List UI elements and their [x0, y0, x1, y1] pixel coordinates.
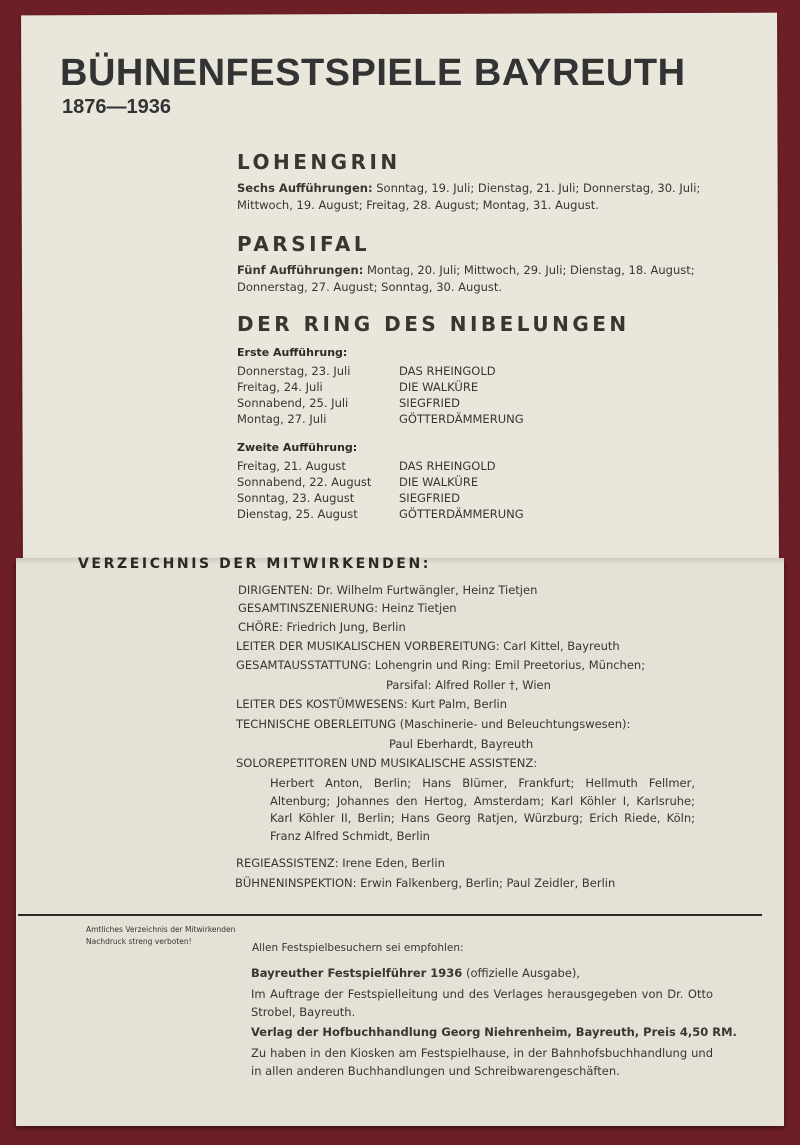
parsifal-line1: Montag, 20. Juli; Mittwoch, 29. Juli; Dienstag, 18. August; [366, 263, 695, 277]
page-title: BÜHNENFESTSPIELE BAYREUTH [60, 52, 686, 94]
footer-availability: Zu haben in den Kiosken am Festspielhause, in der Bahnhofsbuchhandlung und in allen anderen Buchhandlungen und Schreibwarengeschäften. [251, 1046, 713, 1078]
parsifal-label: Fünf Aufführungen: [237, 263, 364, 277]
ring-opera: DAS RHEINGOLD [399, 459, 496, 473]
ring-date: Freitag, 24. Juli [237, 380, 323, 394]
guide-edition: (offizielle Ausgabe), [465, 966, 581, 980]
ring-date: Dienstag, 25. August [237, 507, 358, 521]
table-row [237, 506, 524, 522]
lohengrin-line1: Sonntag, 19. Juli; Dienstag, 21. Juli; Donnerstag, 30. Juli; [376, 181, 701, 195]
ring-first-label: Erste Aufführung: [237, 346, 348, 359]
ring-opera: GÖTTERDÄMMERUNG [399, 412, 524, 426]
mitwirkende-title: VERZEICHNIS DER MITWIRKENDEN: [78, 556, 431, 572]
ring-opera: SIEGFRIED [399, 491, 460, 505]
choere: CHÖRE: Friedrich Jung, Berlin [238, 620, 406, 634]
ring-date: Sonntag, 23. August [237, 491, 355, 505]
ring-opera: DIE WALKÜRE [399, 475, 479, 489]
ausstattung-line2: Parsifal: Alfred Roller †, Wien [386, 678, 551, 692]
technik-name: Paul Eberhardt, Bayreuth [389, 737, 534, 751]
page-years: 1876—1936 [62, 96, 171, 118]
table-row [237, 379, 524, 395]
lohengrin-title: LOHENGRIN [237, 150, 401, 174]
lohengrin-label: Sechs Aufführungen: [237, 181, 373, 195]
table-row [237, 411, 524, 427]
table-row [237, 490, 524, 506]
ring-date: Donnerstag, 23. Juli [237, 364, 351, 378]
ring-date: Montag, 27. Juli [237, 412, 327, 426]
lohengrin-dates-line1 [237, 180, 700, 197]
ring-second-label: Zweite Aufführung: [237, 441, 358, 454]
regieassistenz: REGIEASSISTENZ: Irene Eden, Berlin [236, 856, 445, 870]
ring-first-table [237, 363, 524, 427]
footer-note-1: Amtliches Verzeichnis der Mitwirkenden [86, 925, 236, 934]
ring-opera: DIE WALKÜRE [399, 380, 479, 394]
buehneninspektion: BÜHNENINSPEKTION: Erwin Falkenberg, Berlin; Paul Zeidler, Berlin [235, 876, 616, 890]
solorepetitoren-title: SOLOREPETITOREN UND MUSIKALISCHE ASSISTENZ: [236, 756, 538, 770]
table-row [237, 474, 524, 490]
ausstattung-line1: GESAMTAUSSTATTUNG: Lohengrin und Ring: Emil Preetorius, München; [236, 658, 646, 672]
guide-title: Bayreuther Festspielführer 1936 [251, 966, 463, 980]
table-row [237, 458, 524, 474]
parsifal-title: PARSIFAL [237, 232, 371, 256]
footer-guide [251, 966, 580, 980]
ring-opera: DAS RHEINGOLD [399, 364, 496, 378]
ring-second-table [237, 458, 524, 522]
footer-note-2: Nachdruck streng verboten! [86, 937, 192, 946]
technische-oberleitung: TECHNISCHE OBERLEITUNG (Maschinerie- und Beleuchtungswesen): [236, 717, 631, 731]
footer-publisher: Verlag der Hofbuchhandlung Georg Niehrenheim, Bayreuth, Preis 4,50 RM. [251, 1025, 737, 1039]
kostuemwesen: LEITER DES KOSTÜMWESENS: Kurt Palm, Berlin [236, 697, 508, 711]
ring-date: Sonnabend, 25. Juli [237, 396, 349, 410]
table-row [237, 395, 524, 411]
gesamtinszenierung: GESAMTINSZENIERUNG: Heinz Tietjen [238, 601, 457, 615]
divider [18, 914, 762, 916]
ring-opera: GÖTTERDÄMMERUNG [399, 507, 524, 521]
leiter-musik: LEITER DER MUSIKALISCHEN VORBEREITUNG: Carl Kittel, Bayreuth [236, 639, 620, 653]
table-row [237, 363, 524, 379]
lohengrin-dates-line2: Mittwoch, 19. August; Freitag, 28. August; Montag, 31. August. [237, 198, 599, 212]
ring-date: Freitag, 21. August [237, 459, 346, 473]
footer-editor: Im Auftrage der Festspielleitung und des Verlages herausgegeben von Dr. Otto Strobel, Bayreuth. [251, 987, 713, 1019]
footer-recommend: Allen Festspielbesuchern sei empfohlen: [252, 942, 464, 954]
ring-date: Sonnabend, 22. August [237, 475, 372, 489]
dirigenten: DIRIGENTEN: Dr. Wilhelm Furtwängler, Heinz Tietjen [238, 583, 538, 597]
parsifal-dates-line1 [237, 262, 695, 279]
ring-opera: SIEGFRIED [399, 396, 460, 410]
solorepetitoren-list: Herbert Anton, Berlin; Hans Blümer, Frankfurt; Hellmuth Fellmer, Altenburg; Johannes den Hertog, Amsterdam; Karl Köhler I, Karlsruhe; Karl Köhler II, Berlin; Hans Georg Ratjen, Würzburg; Erich Riede, Köln; Franz Alfred Schmidt, Berlin [270, 776, 695, 843]
ring-title: DER RING DES NIBELUNGEN [237, 312, 630, 336]
parsifal-dates-line2: Donnerstag, 27. August; Sonntag, 30. August. [237, 280, 503, 294]
